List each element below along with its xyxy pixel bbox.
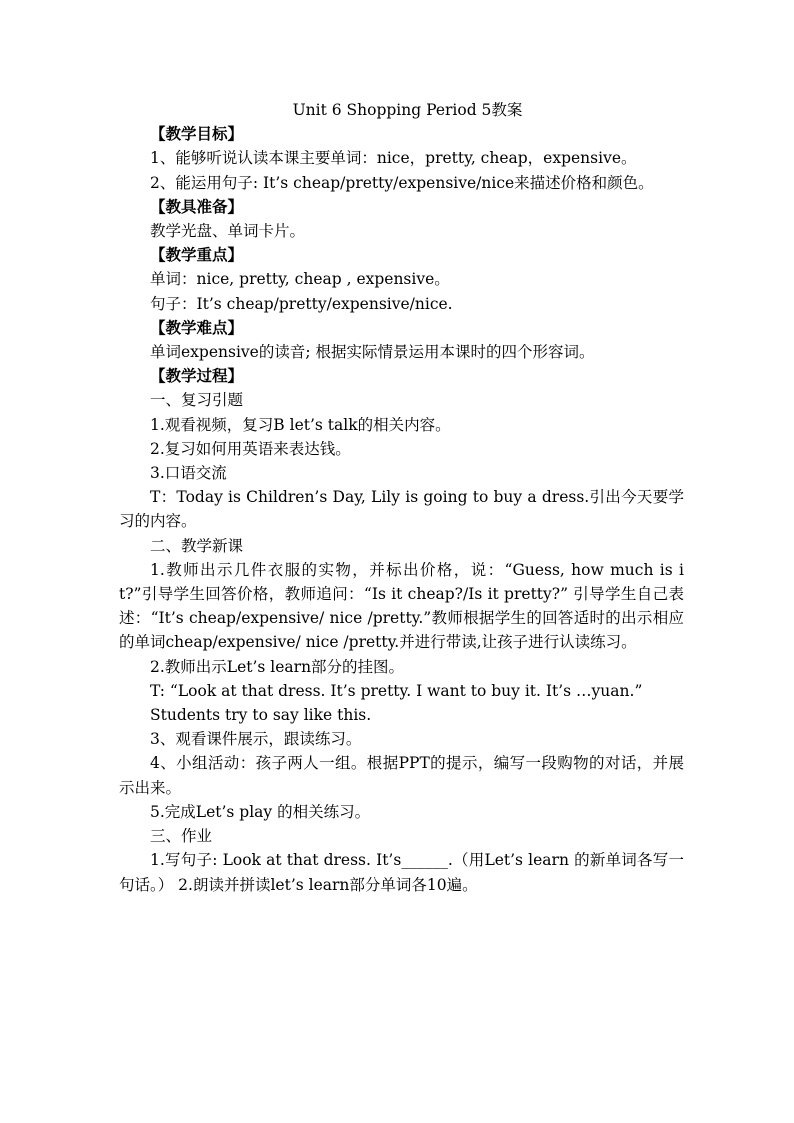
part1-item: 2.复习如何用英语来表达钱。 [150,439,351,458]
materials-text: 教学光盘、单词卡片。 [150,222,306,241]
part2-item: Students try to say like this. [150,706,372,725]
key-points-heading: 【教学重点】 [150,245,244,265]
part1-item: 1.观看视频，复习B let’s talk的相关内容。 [150,415,451,434]
part3-heading: 三、作业 [150,827,213,846]
document-page [119,98,684,897]
part2-heading: 二、教学新课 [150,536,244,555]
part2-item: 2.教师出示Let’s learn部分的挂图。 [150,657,405,676]
document-title: Unit 6 Shopping Period 5教案 [292,101,523,119]
materials-heading: 【教具准备】 [150,196,244,216]
part3-item: 1.写句子: Look at that dress. It’s______.（用Let’s learn 的新单词各写一句话。） 2.朗读并拼读let’s learn部分单词各10遍。 [119,851,684,894]
part1-heading: 一、复习引题 [150,391,244,410]
key-point-line: 单词：nice, pretty, cheap , expensive。 [150,270,450,289]
part2-item: 4、小组活动：孩子两人一组。根据PPT的提示，编写一段购物的对话，并展示出来。 [119,754,684,797]
objective-item: 2、能运用句子: It’s cheap/pretty/expensive/nice来描述价格和颜色。 [150,173,654,192]
difficulties-heading: 【教学难点】 [150,317,244,337]
part1-item: 3.口语交流 [150,464,227,483]
part2-item: 3、观看课件展示，跟读练习。 [150,730,362,749]
objective-item: 1、能够听说认读本课主要单词：nice，pretty, cheap，expensive。 [150,149,637,168]
part1-item: T：Today is Children’s Day, Lily is going to buy a dress.引出今天要学习的内容。 [119,488,684,531]
objectives-heading: 【教学目标】 [150,124,244,144]
part2-item: 5.完成Let’s play 的相关练习。 [150,802,371,821]
process-heading: 【教学过程】 [150,366,244,386]
part2-item: 1.教师出示几件衣服的实物，并标出价格，说：“Guess, how much is it?”引导学生回答价格，教师追问：“Is it cheap?/Is it pretty?” 引导学生自己表述：“It’s cheap/expensive/ nice /pretty.”教师根据学生的回答适时的出示相应的单词cheap/expensive/ nice /pretty.并进行带读,让孩子进行认读练习。 [119,560,684,652]
key-point-line: 句子：It’s cheap/pretty/expensive/nice. [150,294,453,313]
difficulties-text: 单词expensive的读音; 根据实际情景运用本课时的四个形容词。 [150,343,595,362]
part2-item: T: “Look at that dress. It’s pretty. I want to buy it. It’s …yuan.” [150,681,643,700]
